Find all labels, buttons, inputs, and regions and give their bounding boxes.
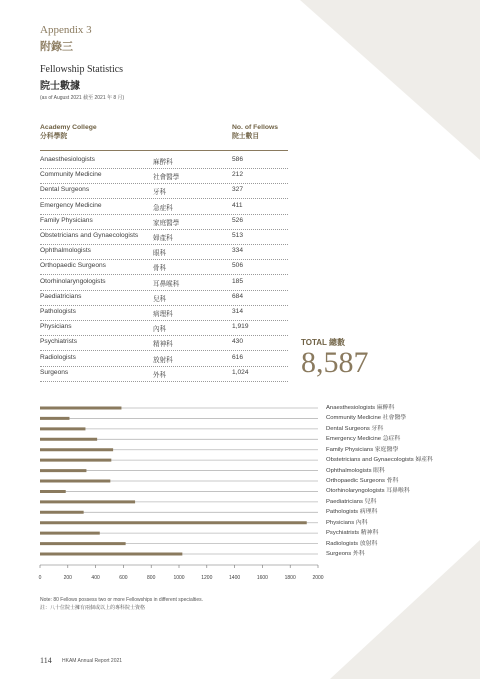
college-name-zh: 眼科 [153, 250, 167, 258]
bar-category-label: Psychiatrists 精神科 [326, 530, 379, 537]
x-tick-label: 2000 [312, 575, 324, 581]
fellow-count: 334 [232, 247, 244, 255]
x-tick-label: 1600 [256, 575, 268, 581]
fellow-count: 506 [232, 262, 244, 270]
bar-category-label: Anaesthesiologists 麻醉科 [326, 405, 395, 411]
college-name: Emergency Medicine [40, 201, 102, 209]
section-title: Fellowship Statistics [40, 64, 124, 75]
college-name: Surgeons [40, 368, 69, 376]
bar-category-label: Ophthalmologists 眼科 [326, 467, 385, 474]
college-name-zh: 社會醫學 [153, 174, 180, 182]
x-tick-label: 800 [147, 575, 156, 581]
college-name-zh: 耳鼻喉科 [153, 280, 180, 288]
bar-category-label: Family Physicians 家庭醫學 [326, 446, 399, 453]
fellows-header-en: No. of Fellows [232, 124, 279, 131]
college-name-zh: 外科 [153, 371, 167, 379]
footnote: Note: 80 Fellows possess two or more Fellowships in different specialties. [40, 597, 204, 603]
x-tick-label: 600 [119, 575, 128, 581]
college-name-zh: 急症科 [153, 204, 173, 212]
college-name-zh: 病理科 [153, 311, 173, 318]
fellow-count: 586 [232, 156, 244, 163]
bar-category-label: Obstetricians and Gynaecologists 婦產科 [326, 457, 434, 464]
section-date-note: (as of August 2021 截至 2021 年 8 月) [40, 95, 125, 101]
college-name-zh: 精神科 [153, 341, 173, 349]
college-name-zh: 婦產科 [153, 235, 173, 242]
college-name: Community Medicine [40, 171, 102, 179]
college-header-zh: 分科學院 [40, 133, 68, 140]
fellow-count: 526 [232, 216, 244, 224]
bar-category-label: Otorhinolaryngologists 耳鼻喉科 [326, 488, 410, 495]
x-tick-label: 200 [63, 575, 72, 581]
fellow-count: 513 [232, 232, 244, 239]
total-value: 8,587 [301, 346, 369, 379]
college-name: Psychiatrists [40, 338, 78, 346]
college-name: Otorhinolaryngologists [40, 277, 106, 285]
x-tick-label: 400 [91, 575, 100, 581]
total-label: TOTAL 總數 [301, 338, 345, 347]
college-header-en: Academy College [40, 124, 97, 131]
fellow-count: 1,919 [232, 323, 249, 331]
fellow-count: 616 [232, 353, 244, 361]
footnote-zh: 註：八十位院士擁有兩個或以上的專科院士資格 [40, 605, 146, 611]
fellow-count: 430 [232, 338, 244, 346]
college-name: Anaesthesiologists [40, 156, 95, 163]
college-name-zh: 內科 [153, 326, 167, 334]
x-tick-label: 1400 [229, 575, 241, 581]
college-name-zh: 兒科 [153, 295, 167, 303]
x-tick-label: 1200 [201, 575, 213, 581]
x-tick-label: 1800 [284, 575, 296, 581]
college-name-zh: 麻醉科 [153, 159, 173, 166]
college-name: Radiologists [40, 353, 76, 361]
fellows-header-zh: 院士數目 [232, 133, 260, 140]
fellow-count: 327 [232, 186, 244, 194]
college-name-zh: 骨科 [153, 265, 167, 273]
bar-category-label: Emergency Medicine 急症科 [326, 436, 401, 443]
report-name: HKAM Annual Report 2021 [62, 658, 123, 664]
bar-category-label: Physicians 內科 [326, 519, 368, 526]
appendix-label: Appendix 3 [40, 24, 92, 36]
fellow-count: 212 [232, 171, 244, 179]
college-name: Orthopaedic Surgeons [40, 262, 106, 270]
bar-category-label: Orthopaedic Surgeons 骨科 [326, 478, 399, 484]
bar-category-label: Radiologists 放射科 [326, 540, 378, 547]
college-name-zh: 牙科 [153, 189, 167, 197]
fellow-count: 411 [232, 201, 243, 209]
section-title-zh: 院士數據 [40, 81, 80, 92]
x-tick-label: 1000 [173, 575, 185, 581]
college-name: Pathologists [40, 308, 76, 315]
bar-category-label: Pathologists 病理科 [326, 509, 378, 516]
bar-category-label: Paediatricians 兒科 [326, 498, 377, 505]
bar-category-label: Dental Surgeons 牙科 [326, 425, 384, 432]
college-name: Ophthalmologists [40, 247, 91, 255]
fellow-count: 1,024 [232, 368, 249, 376]
college-name: Obstetricians and Gynaecologists [40, 232, 139, 239]
college-name-zh: 家庭醫學 [153, 219, 180, 227]
bar-category-label: Surgeons 外科 [326, 551, 365, 558]
college-name: Dental Surgeons [40, 186, 90, 194]
appendix-label-zh: 附錄三 [40, 41, 73, 53]
fellow-count: 684 [232, 292, 244, 300]
college-name: Physicians [40, 323, 72, 331]
page-number: 114 [40, 656, 52, 665]
x-tick-label: 0 [38, 575, 42, 581]
bar-category-label: Community Medicine 社會醫學 [326, 415, 407, 422]
college-name-zh: 放射科 [153, 356, 173, 364]
fellow-count: 185 [232, 277, 244, 285]
college-name: Family Physicians [40, 216, 93, 224]
college-name: Paediatricians [40, 292, 82, 300]
fellow-count: 314 [232, 308, 244, 315]
